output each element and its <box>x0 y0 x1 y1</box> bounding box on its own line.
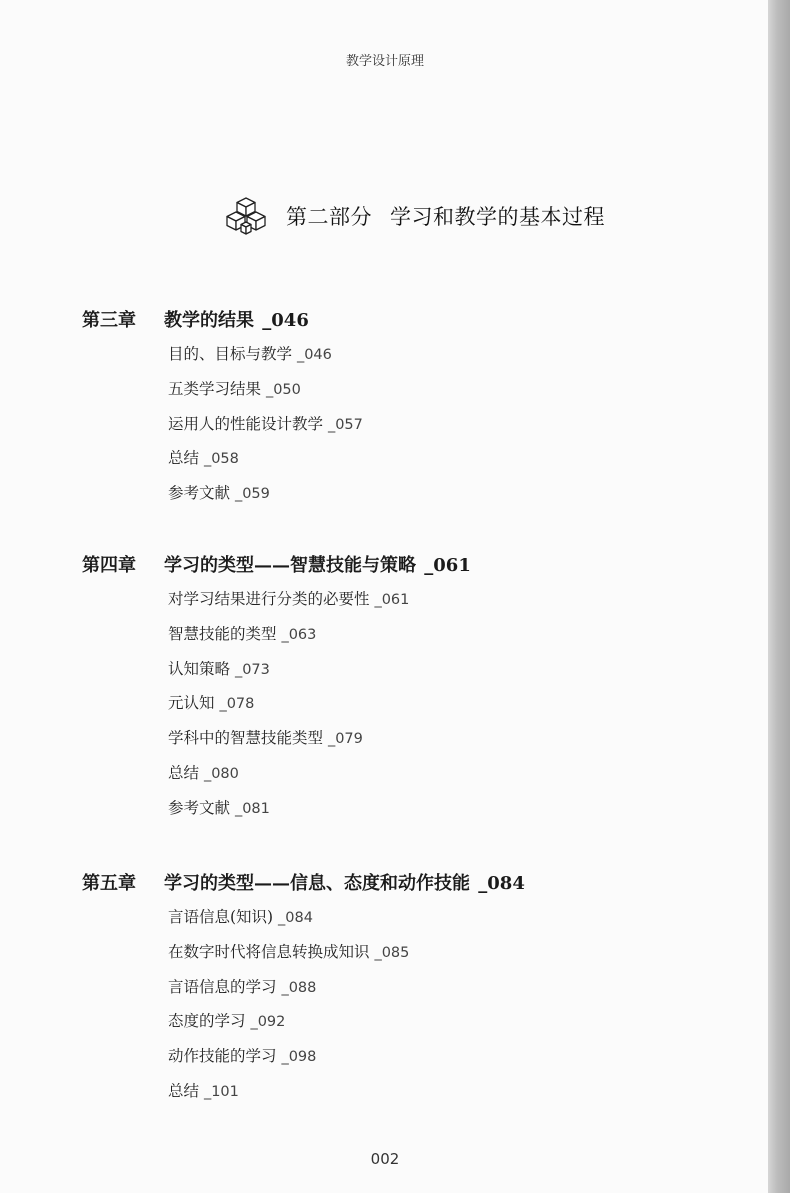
entry-title: 智慧技能的类型 <box>168 624 277 643</box>
toc-entry[interactable] <box>168 721 742 756</box>
entry-title: 元认知 <box>168 694 215 713</box>
toc-entry[interactable] <box>168 900 742 935</box>
entry-page: _058 <box>203 451 239 468</box>
entry-page: _084 <box>278 910 313 926</box>
entry-title: 言语信息(知识) <box>168 908 274 926</box>
entry-title: 总结 <box>168 449 200 468</box>
chapter-page: _046 <box>262 310 309 331</box>
entry-title: 五类学习结果 <box>168 379 262 398</box>
entry-title: 对学习结果进行分类的必要性 <box>168 590 370 608</box>
chapter-5 <box>82 868 742 1109</box>
entry-title: 态度的学习 <box>168 1012 246 1031</box>
entry-page: _063 <box>281 626 317 643</box>
toc-entry[interactable] <box>168 652 742 687</box>
toc-entry[interactable] <box>168 407 742 442</box>
chapter-4 <box>82 550 742 826</box>
page-edge <box>768 0 790 1193</box>
entry-page: _092 <box>250 1014 286 1031</box>
toc-entry[interactable] <box>168 970 742 1005</box>
entry-title: 言语信息的学习 <box>168 977 277 996</box>
chapter-heading[interactable] <box>82 305 742 337</box>
toc-entry[interactable] <box>168 476 742 511</box>
chapter-3 <box>82 305 742 511</box>
part-number: 第二部分 <box>286 205 372 229</box>
entry-title: 参考文献 <box>168 484 231 503</box>
entry-title: 认知策略 <box>168 659 231 678</box>
toc-entry[interactable] <box>168 791 742 826</box>
entry-page: _101 <box>203 1083 239 1100</box>
part-title <box>286 201 605 231</box>
entry-title: 总结 <box>168 1081 200 1100</box>
entry-page: _073 <box>234 661 270 678</box>
entry-page: _088 <box>281 979 317 996</box>
chapter-number: 第五章 <box>82 873 136 894</box>
entry-page: _050 <box>265 381 301 398</box>
part-name: 学习和教学的基本过程 <box>390 205 605 229</box>
toc-entry[interactable] <box>168 372 742 407</box>
entry-page: _059 <box>234 486 270 503</box>
toc-entry[interactable] <box>168 686 742 721</box>
entry-page: _061 <box>374 592 410 608</box>
page-number: 002 <box>370 1150 400 1168</box>
chapter-title: 学习的类型——信息、态度和动作技能 <box>164 873 470 894</box>
entry-page: _085 <box>374 944 410 961</box>
entry-title: 动作技能的学习 <box>168 1047 277 1066</box>
part-heading <box>222 196 605 236</box>
chapter-number: 第四章 <box>82 555 136 576</box>
entry-page: _046 <box>296 347 332 363</box>
entry-title: 在数字时代将信息转换成知识 <box>168 942 370 961</box>
toc-entry[interactable] <box>168 1039 742 1074</box>
toc-entry[interactable] <box>168 756 742 791</box>
toc-entry[interactable] <box>168 1074 742 1109</box>
running-head: 教学设计原理 <box>345 54 424 69</box>
toc-entry[interactable] <box>168 935 742 970</box>
entry-title: 运用人的性能设计教学 <box>168 414 324 433</box>
chapter-title: 学习的类型——智慧技能与策略 <box>164 555 416 576</box>
entry-page: _098 <box>281 1049 317 1066</box>
chapter-heading[interactable] <box>82 868 742 900</box>
entry-page: _057 <box>327 416 363 433</box>
chapter-title: 教学的结果 <box>164 310 254 331</box>
chapter-heading[interactable] <box>82 550 742 582</box>
toc-entry[interactable] <box>168 441 742 476</box>
toc-entry[interactable] <box>168 582 742 617</box>
entry-page: _080 <box>203 765 239 782</box>
toc-entry[interactable] <box>168 617 742 652</box>
entry-title: 目的、目标与教学 <box>168 345 293 363</box>
entry-title: 参考文献 <box>168 798 231 817</box>
entry-title: 总结 <box>168 763 200 782</box>
cubes-icon <box>222 196 272 236</box>
chapter-page: _084 <box>478 873 525 894</box>
chapter-page: _061 <box>424 555 471 576</box>
toc-entry[interactable] <box>168 1004 742 1039</box>
chapter-number: 第三章 <box>82 310 136 331</box>
entry-page: _081 <box>234 800 270 817</box>
entry-title: 学科中的智慧技能类型 <box>168 729 324 748</box>
entry-page: _078 <box>219 696 255 713</box>
entry-page: _079 <box>327 731 363 748</box>
toc-entry[interactable] <box>168 337 742 372</box>
